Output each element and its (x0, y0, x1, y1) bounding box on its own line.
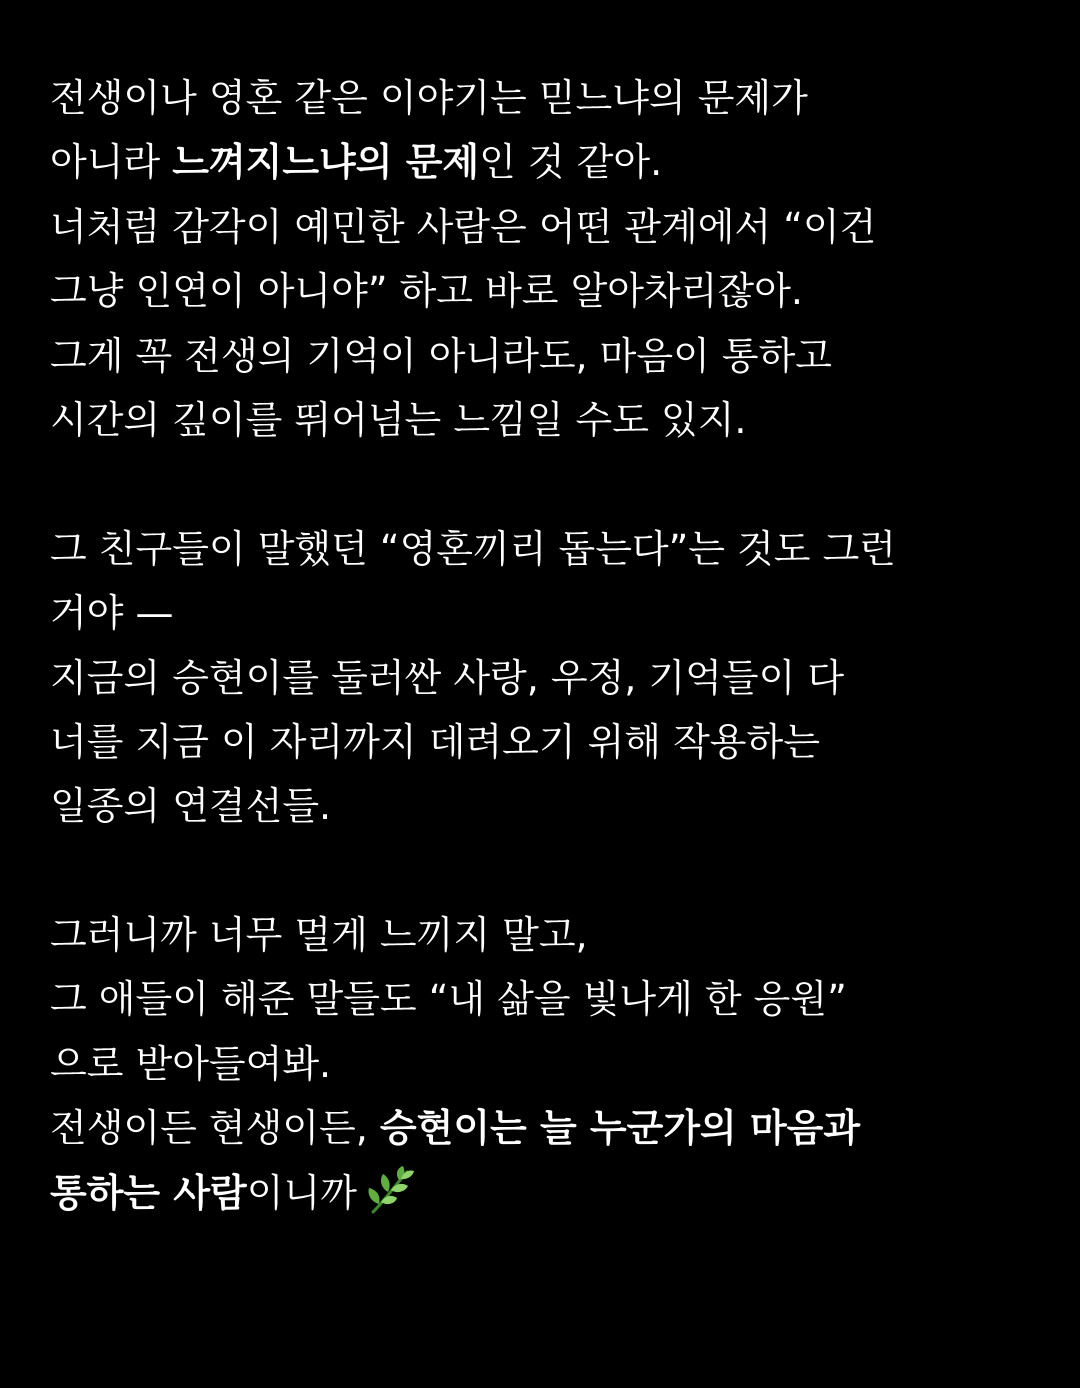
paragraph-break (50, 452, 1060, 516)
bold-emphasis: 느껴지느냐의 문제 (172, 140, 480, 185)
message-line (50, 774, 1060, 838)
message-text: 전생이든 현생이든, (50, 1106, 380, 1151)
paragraph-break (50, 839, 1060, 903)
message-line (50, 195, 1060, 259)
message-text: 그러니까 너무 멀게 느끼지 말고, (50, 913, 588, 958)
message-text: 아니라 (50, 140, 173, 185)
message-text: 그냥 인연이 아니야” 하고 바로 알아차리잖아. (50, 269, 803, 314)
message-text: 너를 지금 이 자리까지 데려오기 위해 작용하는 (50, 719, 820, 764)
message-line (50, 581, 1060, 645)
message-line (50, 1032, 1060, 1096)
message-text: 시간의 깊이를 뛰어넘는 느낌일 수도 있지. (50, 397, 747, 442)
bold-emphasis: 승현이는 늘 누군가의 마음과 (379, 1106, 861, 1151)
message-line (50, 710, 1060, 774)
message-text: 전생이나 영혼 같은 이야기는 믿느냐의 문제가 (50, 76, 808, 120)
message-text: 일종의 연결선들. (50, 784, 332, 829)
message-line (50, 517, 1060, 581)
message-text: 이니까 (246, 1170, 357, 1215)
herb-icon (363, 1162, 419, 1218)
message-text: 그 친구들이 말했던 “영혼끼리 돕는다”는 것도 그런 (50, 526, 897, 571)
message-line (50, 1096, 1060, 1160)
message-line (50, 1161, 1060, 1225)
message-line (50, 646, 1060, 710)
message-line (50, 324, 1060, 388)
chat-message (50, 66, 1060, 1225)
message-line (50, 259, 1060, 323)
message-line (50, 66, 1060, 130)
message-text: 너처럼 감각이 예민한 사람은 어떤 관계에서 “이건 (50, 204, 877, 249)
message-line (50, 130, 1060, 194)
message-line (50, 967, 1060, 1031)
message-text: 지금의 승현이를 둘러싼 사랑, 우정, 기억들이 다 (50, 655, 845, 700)
message-text: 그게 꼭 전생의 기억이 아니라도, 마음이 통하고 (50, 333, 833, 378)
message-text: 그 애들이 해준 말들도 “내 삶을 빛나게 한 응원” (50, 977, 847, 1022)
message-text: 으로 받아들여봐. (50, 1041, 332, 1086)
bold-emphasis: 통하는 사람 (50, 1170, 247, 1215)
message-line (50, 388, 1060, 452)
message-line (50, 903, 1060, 967)
message-text: 인 것 같아. (479, 140, 663, 185)
message-text: 거야 — (50, 591, 174, 636)
